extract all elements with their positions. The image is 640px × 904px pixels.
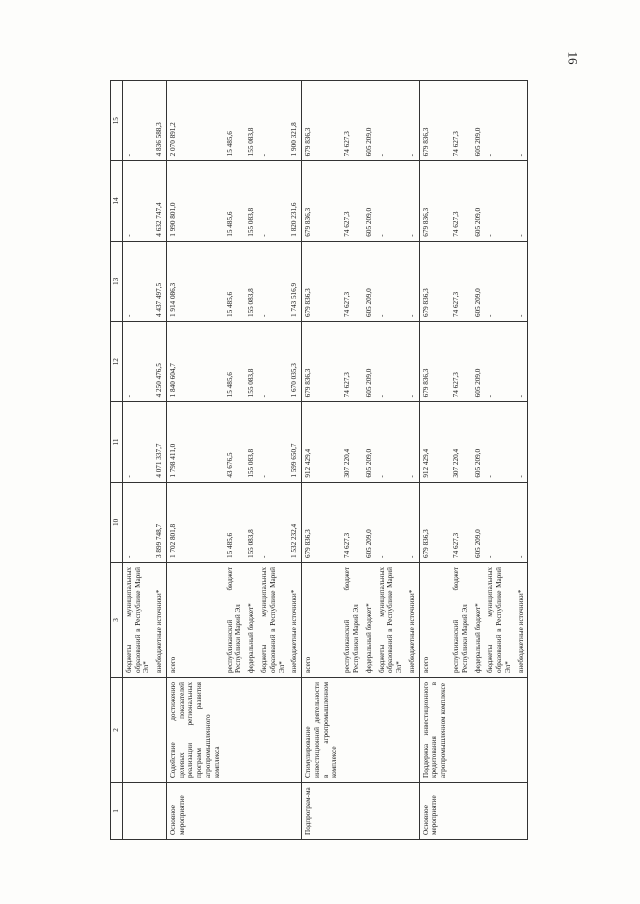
row-title-cell (450, 678, 472, 783)
table-row (341, 81, 363, 840)
funding-source-cell: внебюджетные источники* (288, 563, 301, 678)
amount-cell: - (484, 402, 514, 482)
amount-cell: 74 627,3 (341, 241, 363, 321)
amount-cell: - (484, 241, 514, 321)
funding-source-cell: федеральный бюджет* (363, 563, 376, 678)
amount-cell: 4 250 476,5 (153, 322, 166, 402)
amount-cell: - (258, 161, 288, 241)
amount-cell: 74 627,3 (450, 81, 472, 161)
amount-cell: 679 836,3 (302, 482, 342, 562)
row-type-cell (224, 783, 246, 840)
amount-cell: 912 429,4 (302, 402, 342, 482)
amount-cell: 74 627,3 (450, 482, 472, 562)
amount-cell: 605 209,0 (472, 161, 485, 241)
amount-cell: 155 083,8 (245, 402, 258, 482)
amount-cell: 605 209,0 (472, 241, 485, 321)
amount-cell: 679 836,3 (302, 322, 342, 402)
funding-source-cell: республиканский бюджет Республики Марий Эл (450, 563, 472, 678)
amount-cell: - (484, 81, 514, 161)
amount-cell: - (376, 161, 406, 241)
amount-cell: 679 836,3 (419, 241, 450, 321)
amount-cell: - (258, 322, 288, 402)
amount-cell: - (515, 402, 528, 482)
amount-cell: 605 209,0 (472, 482, 485, 562)
row-title-cell (472, 678, 485, 783)
amount-cell: 1 914 086,3 (166, 241, 223, 321)
row-title-cell (341, 678, 363, 783)
column-header: 14 (111, 161, 123, 241)
amount-cell: - (122, 241, 153, 321)
funding-source-cell: бюджеты муниципальных образований в Республике Марий Эл* (484, 563, 514, 678)
funding-source-cell: бюджеты муниципальных образований в Республике Марий Эл* (376, 563, 406, 678)
amount-cell: 605 209,0 (472, 81, 485, 161)
row-title-cell (245, 678, 258, 783)
amount-cell: 2 070 891,2 (166, 81, 223, 161)
table-row (363, 81, 376, 840)
table-row (406, 81, 419, 840)
amount-cell: 679 836,3 (302, 161, 342, 241)
row-type-cell (406, 783, 419, 840)
row-type-cell (258, 783, 288, 840)
amount-cell: 155 083,8 (245, 161, 258, 241)
amount-cell: 605 209,0 (363, 81, 376, 161)
amount-cell: 307 220,4 (450, 402, 472, 482)
row-title-cell (288, 678, 301, 783)
amount-cell: 912 429,4 (419, 402, 450, 482)
row-title-cell (363, 678, 376, 783)
row-title-cell (376, 678, 406, 783)
amount-cell: 1 900 321,8 (288, 81, 301, 161)
amount-cell: 679 836,3 (419, 161, 450, 241)
amount-cell: - (515, 482, 528, 562)
amount-cell: 15 485,6 (224, 161, 246, 241)
table-row (122, 81, 153, 840)
amount-cell: 74 627,3 (341, 161, 363, 241)
amount-cell: 15 485,6 (224, 81, 246, 161)
row-title-cell (406, 678, 419, 783)
column-header: 12 (111, 322, 123, 402)
amount-cell: 605 209,0 (363, 241, 376, 321)
row-type-cell (363, 783, 376, 840)
budget-table (110, 80, 528, 840)
funding-source-cell: внебюджетные источники* (515, 563, 528, 678)
column-header: 3 (111, 563, 123, 678)
amount-cell: 74 627,3 (450, 161, 472, 241)
page-number: 16 (565, 51, 581, 65)
amount-cell: - (515, 161, 528, 241)
amount-cell: 15 485,6 (224, 241, 246, 321)
row-type-cell (122, 783, 153, 840)
amount-cell: 1 743 516,9 (288, 241, 301, 321)
table-row (288, 81, 301, 840)
amount-cell: - (376, 322, 406, 402)
table-row (153, 81, 166, 840)
amount-cell: - (406, 81, 419, 161)
row-title-cell (258, 678, 288, 783)
table-row (450, 81, 472, 840)
amount-cell: 4 437 497,5 (153, 241, 166, 321)
table-row (515, 81, 528, 840)
amount-cell: - (258, 81, 288, 161)
amount-cell: - (515, 81, 528, 161)
amount-cell: 1 990 801,0 (166, 161, 223, 241)
row-type-cell (484, 783, 514, 840)
table-row (258, 81, 288, 840)
amount-cell: 4 836 588,3 (153, 81, 166, 161)
amount-cell: 679 836,3 (302, 241, 342, 321)
amount-cell: - (515, 241, 528, 321)
amount-cell: 679 836,3 (419, 322, 450, 402)
row-title-cell: Поддержка инвестиционного кредитования в агропромышленном комплексе (419, 678, 450, 783)
amount-cell: - (406, 241, 419, 321)
amount-cell: - (258, 482, 288, 562)
row-title-cell (122, 678, 153, 783)
amount-cell: 679 836,3 (419, 81, 450, 161)
row-title-cell (484, 678, 514, 783)
amount-cell: 155 083,8 (245, 482, 258, 562)
amount-cell: 74 627,3 (341, 81, 363, 161)
table-row (472, 81, 485, 840)
amount-cell: 605 209,0 (363, 482, 376, 562)
row-type-cell (450, 783, 472, 840)
amount-cell: - (484, 482, 514, 562)
amount-cell: - (484, 322, 514, 402)
row-type-cell: Основное мероприятие (166, 783, 223, 840)
table-header-row (111, 81, 123, 840)
row-title-cell: Содействие достижению целевых показателей реализации региональных программ развития агропромышленного комплекса (166, 678, 223, 783)
amount-cell: 605 209,0 (472, 322, 485, 402)
funding-source-cell: внебюджетные источники* (406, 563, 419, 678)
column-header: 10 (111, 482, 123, 562)
amount-cell: 74 627,3 (450, 322, 472, 402)
row-type-cell (472, 783, 485, 840)
amount-cell: 43 676,5 (224, 402, 246, 482)
table-row (419, 81, 450, 840)
table-row (302, 81, 342, 840)
amount-cell: - (258, 402, 288, 482)
amount-cell: 605 209,0 (363, 322, 376, 402)
amount-cell: 15 485,6 (224, 482, 246, 562)
row-type-cell (515, 783, 528, 840)
amount-cell: 15 485,6 (224, 322, 246, 402)
funding-source-cell: республиканский бюджет Республики Марий Эл (341, 563, 363, 678)
amount-cell: 3 899 748,7 (153, 482, 166, 562)
amount-cell: 1 702 801,8 (166, 482, 223, 562)
amount-cell: - (376, 482, 406, 562)
funding-source-cell: всего (166, 563, 223, 678)
column-header: 2 (111, 678, 123, 783)
funding-source-cell: внебюджетные источники* (153, 563, 166, 678)
row-type-cell: Подпрограм-ма (302, 783, 342, 840)
table-body (122, 81, 528, 840)
amount-cell: 605 209,0 (363, 161, 376, 241)
amount-cell: 4 632 747,4 (153, 161, 166, 241)
table-row (224, 81, 246, 840)
amount-cell: - (122, 322, 153, 402)
amount-cell: - (406, 402, 419, 482)
funding-source-cell: бюджеты муниципальных образований в Республике Марий Эл* (258, 563, 288, 678)
amount-cell: 155 083,8 (245, 322, 258, 402)
row-title-cell (224, 678, 246, 783)
row-type-cell (153, 783, 166, 840)
funding-source-cell: всего (419, 563, 450, 678)
amount-cell: 74 627,3 (341, 322, 363, 402)
row-type-cell (245, 783, 258, 840)
row-type-cell (341, 783, 363, 840)
table-row (166, 81, 223, 840)
amount-cell: 4 071 337,7 (153, 402, 166, 482)
budget-table-sheet (110, 80, 610, 840)
amount-cell: 605 209,0 (472, 402, 485, 482)
amount-cell: 1 820 231,6 (288, 161, 301, 241)
column-header: 15 (111, 81, 123, 161)
amount-cell: - (376, 81, 406, 161)
column-header: 1 (111, 783, 123, 840)
amount-cell: 1 670 035,3 (288, 322, 301, 402)
table-row (376, 81, 406, 840)
row-type-cell (288, 783, 301, 840)
row-type-cell (376, 783, 406, 840)
amount-cell: - (122, 161, 153, 241)
amount-cell: 679 836,3 (302, 81, 342, 161)
funding-source-cell: всего (302, 563, 342, 678)
amount-cell: - (122, 402, 153, 482)
row-title-cell: Стимулирование инвестиционной деятельности в агропромышленном комплексе (302, 678, 342, 783)
amount-cell: 679 836,3 (419, 482, 450, 562)
table-row (245, 81, 258, 840)
row-title-cell (515, 678, 528, 783)
funding-source-cell: бюджеты муниципальных образований в Республике Марий Эл* (122, 563, 153, 678)
funding-source-cell: федеральный бюджет* (245, 563, 258, 678)
funding-source-cell: федеральный бюджет* (472, 563, 485, 678)
amount-cell: 605 209,0 (363, 402, 376, 482)
amount-cell: - (376, 402, 406, 482)
column-header: 13 (111, 241, 123, 321)
row-title-cell (153, 678, 166, 783)
amount-cell: 1 840 604,7 (166, 322, 223, 402)
row-type-cell: Основное мероприятие (419, 783, 450, 840)
amount-cell: - (406, 161, 419, 241)
amount-cell: 155 083,8 (245, 81, 258, 161)
amount-cell: 155 083,8 (245, 241, 258, 321)
amount-cell: - (122, 81, 153, 161)
column-header: 11 (111, 402, 123, 482)
amount-cell: 307 220,4 (341, 402, 363, 482)
amount-cell: 74 627,3 (450, 241, 472, 321)
table-row (484, 81, 514, 840)
amount-cell: - (515, 322, 528, 402)
amount-cell: 74 627,3 (341, 482, 363, 562)
amount-cell: - (376, 241, 406, 321)
amount-cell: - (122, 482, 153, 562)
amount-cell: 1 599 650,7 (288, 402, 301, 482)
amount-cell: - (406, 322, 419, 402)
funding-source-cell: республиканский бюджет Республики Марий Эл (224, 563, 246, 678)
amount-cell: - (484, 161, 514, 241)
amount-cell: - (258, 241, 288, 321)
amount-cell: - (406, 482, 419, 562)
amount-cell: 1 532 232,4 (288, 482, 301, 562)
amount-cell: 1 798 411,0 (166, 402, 223, 482)
